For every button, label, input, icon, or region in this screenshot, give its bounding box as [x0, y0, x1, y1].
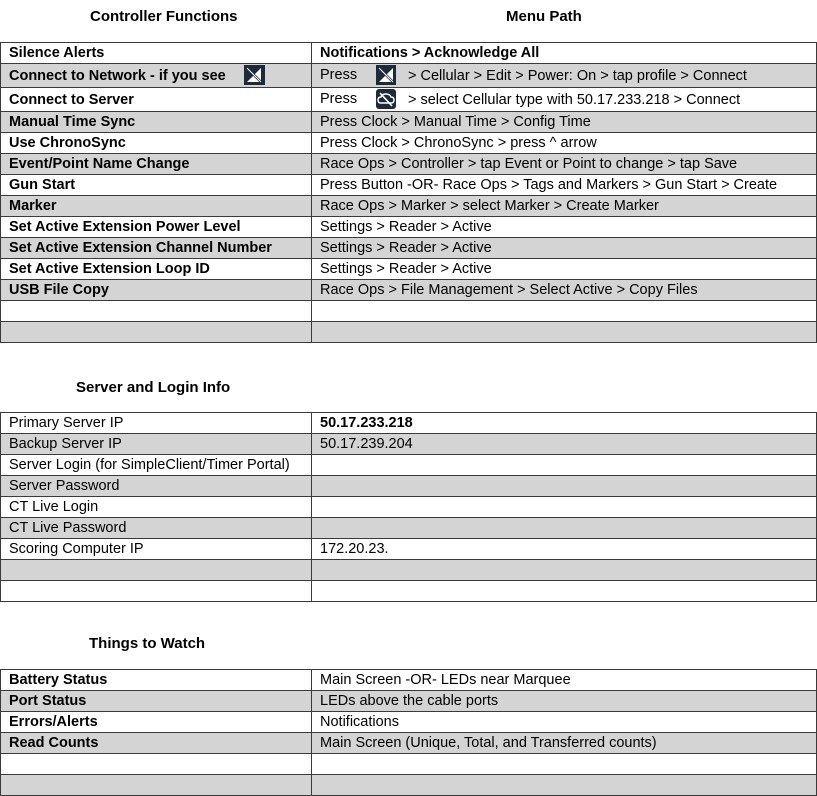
- menu-path-cell: Race Ops > Marker > select Marker > Create Marker: [312, 196, 817, 217]
- function-cell: Connect to Server: [1, 88, 312, 112]
- cloud-off-icon: [376, 89, 396, 109]
- menu-path-cell: [312, 301, 817, 322]
- function-cell: [1, 64, 312, 88]
- watch-item-cell: Read Counts: [1, 733, 312, 754]
- server-value-cell: [312, 476, 817, 497]
- menu-path-cell: [312, 88, 817, 112]
- function-cell: Set Active Extension Power Level: [1, 217, 312, 238]
- server-value-cell: [312, 560, 817, 581]
- menu-path-text: > Cellular > Edit > Power: On > tap profile > Connect: [408, 67, 747, 84]
- menu-path-cell: [312, 64, 817, 88]
- server-label-cell: CT Live Password: [1, 518, 312, 539]
- watch-where-cell: Main Screen -OR- LEDs near Marquee: [312, 670, 817, 691]
- server-label-cell: [1, 560, 312, 581]
- table-row: [1, 581, 817, 602]
- menu-path-text: > select Cellular type with 50.17.233.218 > Connect: [408, 91, 741, 108]
- server-value-cell: 172.20.23.: [312, 539, 817, 560]
- table-row: [1, 154, 817, 175]
- table-row: [1, 476, 817, 497]
- table-row: [1, 733, 817, 754]
- menu-path-cell: Settings > Reader > Active: [312, 238, 817, 259]
- menu-path-cell: Settings > Reader > Active: [312, 217, 817, 238]
- watch-where-cell: [312, 775, 817, 796]
- menu-path-cell: Race Ops > File Management > Select Active > Copy Files: [312, 280, 817, 301]
- network-off-icon: [376, 65, 396, 85]
- heading-things-to-watch: Things to Watch: [89, 635, 206, 652]
- network-off-icon: [244, 65, 265, 85]
- server-label-cell: [1, 581, 312, 602]
- table-row: [1, 497, 817, 518]
- table-row: [1, 455, 817, 476]
- function-cell: Set Active Extension Loop ID: [1, 259, 312, 280]
- menu-path-cell: [312, 322, 817, 343]
- function-cell: Marker: [1, 196, 312, 217]
- table-row: [1, 217, 817, 238]
- table-row: [1, 413, 817, 434]
- heading-controller-functions: Controller Functions: [90, 8, 238, 25]
- table-row: [1, 691, 817, 712]
- table-row: [1, 196, 817, 217]
- server-value-cell: [312, 581, 817, 602]
- table-row: [1, 112, 817, 133]
- function-cell: Silence Alerts: [1, 43, 312, 64]
- menu-path-cell: Race Ops > Controller > tap Event or Point to change > tap Save: [312, 154, 817, 175]
- table-row: [1, 88, 817, 112]
- server-value-cell: [312, 518, 817, 539]
- menu-path-cell: Press Clock > Manual Time > Config Time: [312, 112, 817, 133]
- table-row: [1, 754, 817, 775]
- function-cell: [1, 322, 312, 343]
- table-row: [1, 64, 817, 88]
- table-row: [1, 133, 817, 154]
- menu-path-cell: Press Button -OR- Race Ops > Tags and Markers > Gun Start > Create: [312, 175, 817, 196]
- watch-where-cell: Main Screen (Unique, Total, and Transferred counts): [312, 733, 817, 754]
- table-row: [1, 322, 817, 343]
- server-value-cell: [312, 497, 817, 518]
- server-label-cell: Scoring Computer IP: [1, 539, 312, 560]
- controller-functions-table: [0, 42, 817, 343]
- function-cell: [1, 301, 312, 322]
- table-row: [1, 259, 817, 280]
- watch-where-cell: LEDs above the cable ports: [312, 691, 817, 712]
- menu-path-cell: Settings > Reader > Active: [312, 259, 817, 280]
- function-cell: Set Active Extension Channel Number: [1, 238, 312, 259]
- table-row: [1, 238, 817, 259]
- table-row: [1, 670, 817, 691]
- watch-item-cell: [1, 775, 312, 796]
- heading-server-login-info: Server and Login Info: [76, 379, 231, 396]
- function-cell: Use ChronoSync: [1, 133, 312, 154]
- table-row: [1, 518, 817, 539]
- watch-item-cell: [1, 754, 312, 775]
- table-row: [1, 560, 817, 581]
- watch-where-cell: [312, 754, 817, 775]
- server-value-cell: [312, 455, 817, 476]
- table-row: [1, 280, 817, 301]
- menu-path-cell: Notifications > Acknowledge All: [312, 43, 817, 64]
- table-row: [1, 434, 817, 455]
- watch-item-cell: Port Status: [1, 691, 312, 712]
- things-to-watch-table: [0, 669, 817, 796]
- menu-path-cell: Press Clock > ChronoSync > press ^ arrow: [312, 133, 817, 154]
- watch-item-cell: Errors/Alerts: [1, 712, 312, 733]
- server-label-cell: CT Live Login: [1, 497, 312, 518]
- function-cell: Gun Start: [1, 175, 312, 196]
- table-row: [1, 43, 817, 64]
- server-value-cell: 50.17.239.204: [312, 434, 817, 455]
- server-value-cell: 50.17.233.218: [312, 413, 817, 434]
- server-label-cell: Server Login (for SimpleClient/Timer Portal): [1, 455, 312, 476]
- function-cell: USB File Copy: [1, 280, 312, 301]
- table-row: [1, 175, 817, 196]
- table-row: [1, 712, 817, 733]
- server-login-table: [0, 412, 817, 602]
- watch-item-cell: Battery Status: [1, 670, 312, 691]
- server-label-cell: Primary Server IP: [1, 413, 312, 434]
- function-cell: Manual Time Sync: [1, 112, 312, 133]
- press-label: Press: [320, 67, 358, 84]
- heading-menu-path: Menu Path: [506, 8, 582, 25]
- watch-where-cell: Notifications: [312, 712, 817, 733]
- table-row: [1, 301, 817, 322]
- function-label: Connect to Network - if you see: [9, 67, 226, 84]
- function-cell: Event/Point Name Change: [1, 154, 312, 175]
- press-label: Press: [320, 91, 358, 108]
- server-label-cell: Server Password: [1, 476, 312, 497]
- table-row: [1, 539, 817, 560]
- table-row: [1, 775, 817, 796]
- server-label-cell: Backup Server IP: [1, 434, 312, 455]
